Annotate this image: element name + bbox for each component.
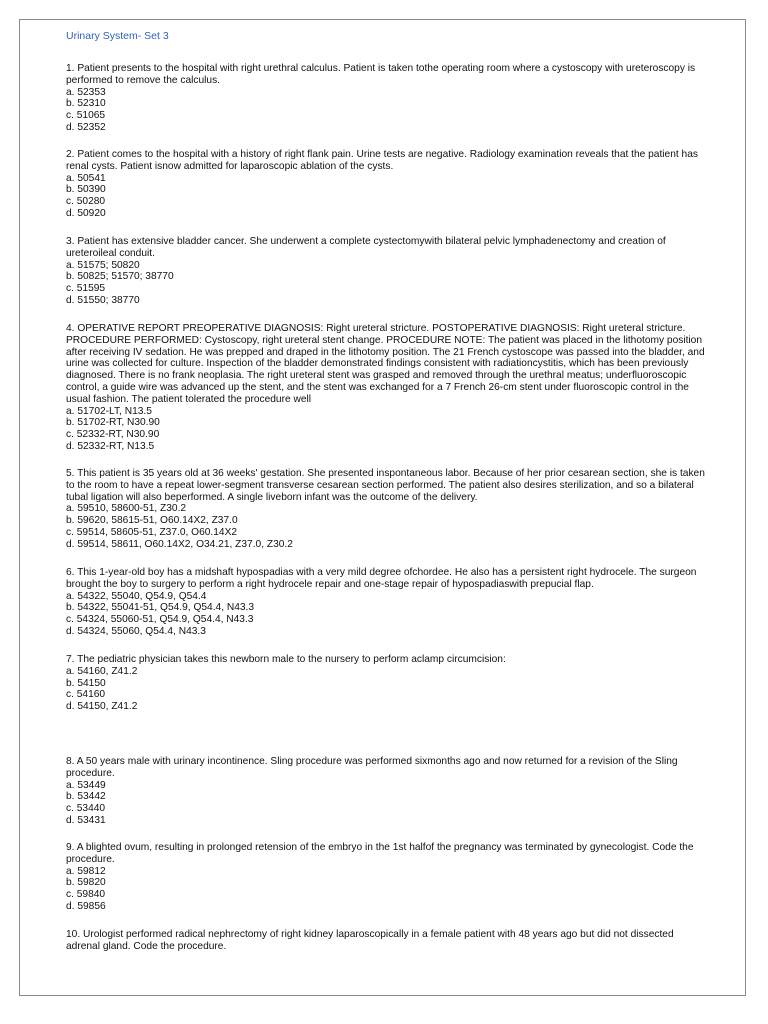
question-stem: 3. Patient has extensive bladder cancer. She underwent a complete cystectomywith bilateral pelvic lymphadenectomy and creation of ureteroileal conduit. [66, 236, 666, 259]
option-d: d. 54324, 55060, Q54.4, N43.3 [66, 625, 206, 637]
option-c: c. 52332-RT, N30.90 [66, 429, 160, 441]
option-a: a. 53449 [66, 779, 106, 791]
question-1 [66, 63, 706, 134]
option-c: c. 50280 [66, 196, 106, 208]
option-d: d. 59856 [66, 900, 106, 912]
question-8 [66, 756, 706, 827]
option-c: c. 59840 [66, 889, 106, 901]
document-title: Urinary System- Set 3 [66, 30, 169, 42]
option-d: d. 50920 [66, 207, 106, 219]
question-2 [66, 149, 706, 220]
option-a: a. 51575; 50820 [66, 259, 140, 271]
question-10 [66, 929, 706, 953]
option-a: a. 54160, Z41.2 [66, 665, 138, 677]
option-b: b. 54150 [66, 677, 106, 689]
question-stem: 2. Patient comes to the hospital with a history of right flank pain. Urine tests are negative. Radiology examination reveals that the patient has renal cysts. Patient isnow admitted for laparoscopic ablation of the cysts. [66, 149, 698, 172]
option-b: b. 59820 [66, 877, 106, 889]
option-c: c. 59514, 58605-51, Z37.0, O60.14X2 [66, 526, 238, 538]
option-c: c. 51065 [66, 110, 106, 122]
question-stem: 8. A 50 years male with urinary incontinence. Sling procedure was performed sixmonths ago and now returned for a revision of the Sling procedure. [66, 756, 678, 779]
question-stem: 4. OPERATIVE REPORT PREOPERATIVE DIAGNOSIS: Right ureteral stricture. POSTOPERATIVE DIAGNOSIS: Right ureteral stricture. PROCEDURE PERFORMED: Cystoscopy, right ureteral stent change. PROCEDURE NOTE: The patient was placed in the lithotomy position after receiving IV sedation. He was prepped and draped in the lithotomy position. The 21 French cystoscope was passed into the bladder, and urine was collected for culture. Inspection of the bladder demonstrated findings consistent with radiationcystitis, which has been previously diagnosed. There is no frank neoplasia. The right ureteral stent was grasped and removed through the urethral meatus; underfluoroscopic control, a guide wire was advanced up the stent, and the stent was exchanged for a 7 French 26-cm stent under fluoroscopic control in the usual fashion. The patient tolerated the procedure well [66, 323, 705, 405]
option-a: a. 54322, 55040, Q54.9, Q54.4 [66, 590, 207, 602]
question-4 [66, 323, 706, 453]
option-b: b. 52310 [66, 98, 106, 110]
question-9 [66, 842, 706, 913]
option-a: a. 59812 [66, 865, 106, 877]
option-c: c. 54324, 55060-51, Q54.9, Q54.4, N43.3 [66, 614, 254, 626]
option-b: b. 59620, 58615-51, O60.14X2, Z37.0 [66, 515, 238, 527]
option-c: c. 51595 [66, 283, 106, 295]
option-b: b. 53442 [66, 791, 106, 803]
option-a: a. 52353 [66, 86, 106, 98]
option-a: a. 51702-LT, N13.5 [66, 405, 152, 417]
option-c: c. 54160 [66, 689, 106, 701]
question-stem: 10. Urologist performed radical nephrectomy of right kidney laparoscopically in a female patient with 48 years ago but did not dissected adrenal gland. Code the procedure. [66, 929, 674, 952]
option-d: d. 54150, Z41.2 [66, 701, 138, 713]
option-b: b. 54322, 55041-51, Q54.9, Q54.4, N43.3 [66, 602, 255, 614]
question-stem: 9. A blighted ovum, resulting in prolonged retension of the embryo in the 1st halfof the pregnancy was terminated by gynecologist. Code the procedure. [66, 842, 694, 865]
option-d: d. 51550; 38770 [66, 294, 140, 306]
option-d: d. 52352 [66, 121, 106, 133]
option-d: d. 59514, 58611, O60.14X2, O34.21, Z37.0, Z30.2 [66, 538, 293, 550]
question-stem: 5. This patient is 35 years old at 36 weeks' gestation. She presented inspontaneous labor. Because of her prior cesarean section, she is taken to the room to have a repeat lower-segment transverse cesarean section performed. The patient also desires sterilization, and so a bilateral tubal ligation will also beperformed. A single liveborn infant was the outcome of the delivery. [66, 468, 705, 503]
question-stem: 6. This 1-year-old boy has a midshaft hypospadias with a very mild degree ofchordee. He also has a persistent right hydrocele. The surgeon brought the boy to surgery to perform a right hydrocele repair and one-stage repair of hypospadiaswith prepucial flap. [66, 567, 697, 590]
option-b: b. 50825; 51570; 38770 [66, 271, 174, 283]
option-c: c. 53440 [66, 803, 106, 815]
question-stem: 7. The pediatric physician takes this newborn male to the nursery to perform aclamp circumcision: [66, 654, 506, 665]
question-3 [66, 236, 706, 307]
option-b: b. 51702-RT, N30.90 [66, 417, 160, 429]
option-a: a. 59510, 58600-51, Z30.2 [66, 503, 187, 515]
option-d: d. 53431 [66, 814, 106, 826]
option-a: a. 50541 [66, 172, 106, 184]
question-5 [66, 468, 706, 551]
question-7 [66, 654, 706, 713]
option-d: d. 52332-RT, N13.5 [66, 440, 155, 452]
option-b: b. 50390 [66, 184, 106, 196]
question-stem: 1. Patient presents to the hospital with right urethral calculus. Patient is taken tothe operating room where a cystoscopy with ureteroscopy is performed to remove the calculus. [66, 63, 696, 86]
question-6 [66, 567, 706, 638]
